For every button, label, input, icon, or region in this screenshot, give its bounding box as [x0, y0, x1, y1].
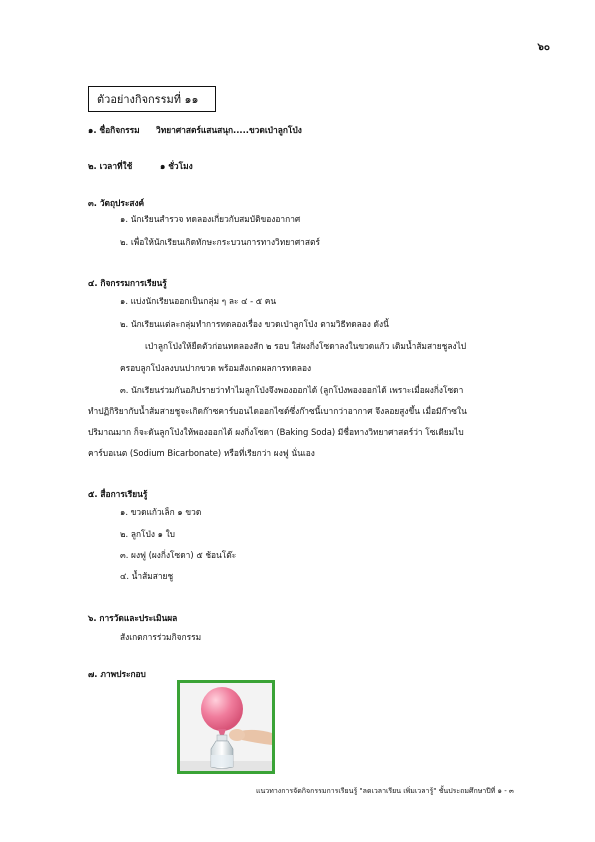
s3-item: ๒. เพื่อให้นักเรียนเกิดทักษะกระบวนการทางวิทยาศาสตร์ [120, 237, 320, 247]
balloon-bottle-photo [177, 680, 275, 774]
s3-label: ๓. วัตถุประสงค์ [88, 198, 145, 208]
activity-title-box: ตัวอย่างกิจกรรมที่ ๑๑ [88, 86, 216, 112]
s4-line: ปริมาณมาก ก็จะดันลูกโป่งให้พองออกได้ ผงกิ่งโซดา (Baking Soda) มีชื่อทางวิทยาศาสตร์ว่า โซเดียมไบ [88, 427, 464, 437]
balloon-bottle-illustration [180, 683, 272, 771]
s4-line: คาร์บอเนต (Sodium Bicarbonate) หรือที่เรียกว่า ผงฟู นั่นเอง [88, 448, 315, 458]
s1-label: ๑. ชื่อกิจกรรม [88, 125, 140, 135]
s2-label: ๒. เวลาที่ใช้ [88, 161, 133, 171]
page-footer: แนวทางการจัดกิจกรรมการเรียนรู้ "ลดเวลาเรียน เพิ่มเวลารู้" ชั้นประถมศึกษาปีที่ ๑ - ๓ [256, 787, 514, 795]
s6-text: สังเกตการร่วมกิจกรรม [120, 632, 202, 642]
s5-item: ๑. ขวดแก้วเล็ก ๑ ขวด [120, 507, 202, 517]
s5-item: ๒. ลูกโป่ง ๑ ใบ [120, 529, 175, 539]
s4-line: ครอบลูกโป่งลงบนปากขวด พร้อมสังเกตผลการทดลอง [120, 363, 312, 373]
s5-item: ๔. น้ำส้มสายชู [120, 571, 174, 581]
s2-text: ๑ ชั่วโมง [160, 161, 193, 171]
s4-line: ๑. แบ่งนักเรียนออกเป็นกลุ่ม ๆ ละ ๔ - ๕ คน [120, 296, 277, 306]
s4-label: ๔. กิจกรรมการเรียนรู้ [88, 278, 167, 288]
s3-item: ๑. นักเรียนสำรวจ ทดลองเกี่ยวกับสมบัติของอากาศ [120, 214, 301, 224]
s4-line: เป่าลูกโป่งให้ยืดตัวก่อนทดลองสัก ๒ รอบ ใส่ผงกิ่งโซดาลงในขวดแก้ว เติมน้ำส้มสายชูลงไป [145, 341, 467, 351]
s5-item: ๓. ผงฟู (ผงกิ่งโซดา) ๕ ช้อนโต๊ะ [120, 550, 237, 560]
s6-label: ๖. การวัดและประเมินผล [88, 613, 178, 623]
s7-label: ๗. ภาพประกอบ [88, 669, 146, 679]
s4-line: ๒. นักเรียนแต่ละกลุ่มทำการทดลองเรื่อง ขวดเป่าลูกโป่ง ตามวิธีทดลอง ดังนี้ [120, 319, 389, 329]
s1-text: วิทยาศาสตร์แสนสนุก.....ขวดเป่าลูกโป่ง [156, 125, 302, 135]
s5-label: ๕. สื่อการเรียนรู้ [88, 489, 148, 499]
page-number: ๖๐ [537, 42, 550, 53]
s4-line: ๓. นักเรียนร่วมกันอภิปรายว่าทำไมลูกโป่งจึงพองออกได้ (ลูกโป่งพองออกได้ เพราะเมื่อผงกิ่งโซดา [120, 385, 464, 395]
s4-line: ทำปฏิกิริยากับน้ำส้มสายชูจะเกิดก๊าซคาร์บอนไดออกไซด์ซึ่งก๊าซนี้เบากว่าอากาศ จึงลอยสูงขึ้น เมื่อมีก๊าซใน [88, 406, 467, 416]
